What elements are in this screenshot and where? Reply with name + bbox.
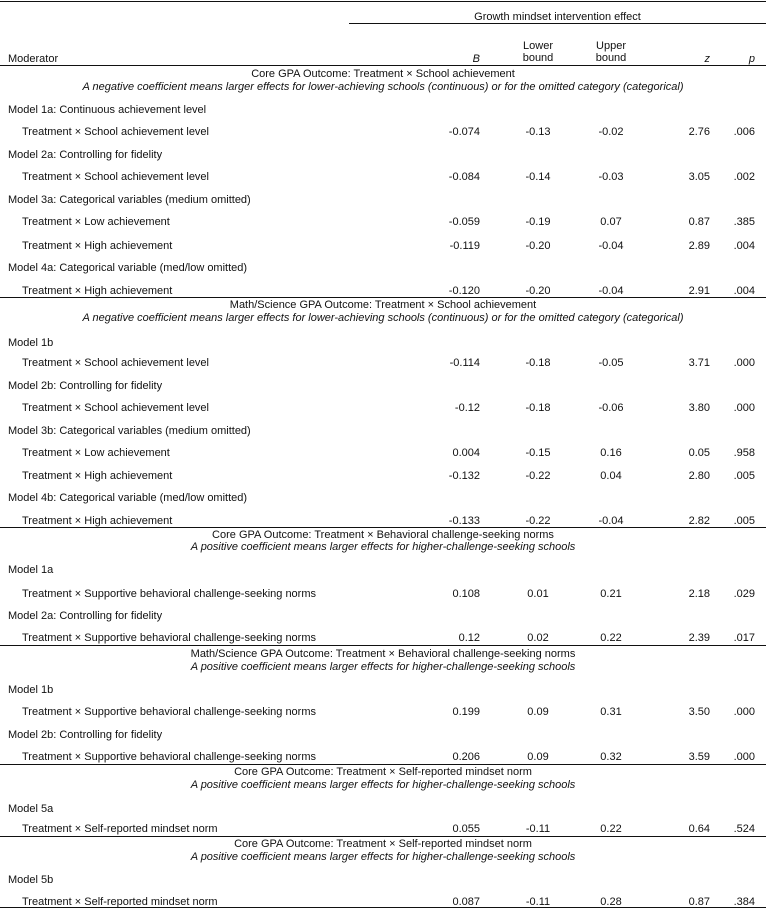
section-note: A negative coefficient means larger effects for lower-achieving schools (continuous) or for the omitted category (categorical)	[82, 81, 684, 93]
cell-b: -0.133	[448, 515, 480, 527]
section-note: A positive coefficient means larger effects for higher-challenge-seeking schools	[190, 541, 576, 553]
model-label: Model 5a	[8, 803, 54, 815]
cell-lower: -0.22	[525, 470, 551, 482]
cell-z: 2.76	[688, 126, 710, 138]
cell-b: -0.119	[449, 240, 480, 252]
column-header-z: z	[704, 53, 710, 65]
cell-p: .385	[733, 216, 755, 228]
moderator-term: Treatment × High achievement	[22, 240, 173, 252]
moderator-term: Treatment × High achievement	[22, 285, 173, 297]
cell-lower: -0.18	[525, 357, 551, 369]
model-label: Model 1a	[8, 564, 54, 576]
cell-p: .005	[733, 515, 755, 527]
cell-p: .000	[733, 402, 755, 414]
cell-z: 2.18	[688, 588, 710, 600]
model-label: Model 2b: Controlling for fidelity	[8, 380, 163, 392]
cell-z: 3.71	[688, 357, 710, 369]
cell-lower: -0.18	[525, 402, 551, 414]
section-note: A negative coefficient means larger effects for lower-achieving schools (continuous) or for the omitted category (categorical)	[82, 312, 684, 324]
moderator-term: Treatment × Supportive behavioral challenge-seeking norms	[22, 588, 317, 600]
model-label: Model 2a: Controlling for fidelity	[8, 610, 163, 622]
cell-p: .029	[733, 588, 755, 600]
moderator-term: Treatment × School achievement level	[22, 126, 209, 138]
cell-upper: 0.28	[600, 896, 622, 908]
section-title: Math/Science GPA Outcome: Treatment × School achievement	[229, 299, 537, 311]
cell-z: 3.05	[688, 171, 710, 183]
cell-z: 2.91	[688, 285, 710, 297]
cell-lower: 0.09	[527, 706, 549, 718]
cell-p: .005	[733, 470, 755, 482]
cell-b: 0.108	[452, 588, 480, 600]
section-note: A positive coefficient means larger effects for higher-challenge-seeking schools	[190, 851, 576, 863]
cell-upper: -0.02	[598, 126, 624, 138]
section-title: Core GPA Outcome: Treatment × School achievement	[251, 68, 515, 80]
cell-lower: 0.02	[527, 632, 549, 644]
cell-lower: -0.22	[525, 515, 551, 527]
section-title: Core GPA Outcome: Treatment × Self-reported mindset norm	[234, 766, 532, 778]
cell-z: 3.80	[688, 402, 710, 414]
cell-b: -0.074	[448, 126, 480, 138]
moderator-term: Treatment × High achievement	[22, 515, 173, 527]
model-label: Model 3a: Categorical variables (medium omitted)	[8, 194, 251, 206]
cell-upper: 0.16	[600, 447, 622, 459]
moderator-term: Treatment × Self-reported mindset norm	[22, 823, 218, 835]
cell-z: 2.89	[688, 240, 710, 252]
section-rule	[0, 65, 766, 66]
cell-p: .384	[733, 896, 755, 908]
model-label: Model 1b	[8, 684, 54, 696]
cell-upper: 0.07	[600, 216, 622, 228]
cell-lower: -0.20	[525, 285, 551, 297]
cell-upper: 0.32	[600, 751, 622, 763]
cell-upper: 0.21	[600, 588, 622, 600]
cell-p: .000	[733, 706, 755, 718]
cell-z: 3.59	[688, 751, 710, 763]
model-label: Model 3b: Categorical variables (medium omitted)	[8, 425, 251, 437]
table-bottom-rule	[0, 907, 766, 908]
cell-z: 0.64	[688, 823, 710, 835]
model-label: Model 4b: Categorical variable (med/low omitted)	[8, 492, 248, 504]
model-label: Model 2a: Controlling for fidelity	[8, 149, 163, 161]
column-header-upper-1: Upper	[596, 40, 626, 52]
cell-b: 0.004	[452, 447, 480, 459]
section-rule	[0, 297, 766, 298]
model-label: Model 4a: Categorical variable (med/low omitted)	[8, 262, 248, 274]
moderator-term: Treatment × High achievement	[22, 470, 173, 482]
cell-upper: 0.22	[600, 632, 622, 644]
cell-upper: -0.06	[598, 402, 624, 414]
moderator-term: Treatment × Supportive behavioral challenge-seeking norms	[22, 706, 317, 718]
cell-upper: -0.04	[598, 285, 624, 297]
moderator-term: Treatment × School achievement level	[22, 357, 209, 369]
cell-upper: 0.04	[600, 470, 622, 482]
cell-z: 2.80	[688, 470, 710, 482]
cell-z: 3.50	[688, 706, 710, 718]
column-header-p: p	[748, 53, 755, 65]
cell-lower: -0.15	[525, 447, 551, 459]
moderator-term: Treatment × Self-reported mindset norm	[22, 896, 218, 908]
section-rule	[0, 836, 766, 837]
moderator-term: Treatment × Supportive behavioral challenge-seeking norms	[22, 751, 317, 763]
cell-lower: -0.19	[525, 216, 551, 228]
cell-upper: -0.05	[598, 357, 624, 369]
cell-lower: 0.09	[527, 751, 549, 763]
group-header-title: Growth mindset intervention effect	[474, 11, 641, 23]
cell-z: 2.82	[688, 515, 710, 527]
cell-upper: 0.31	[600, 706, 622, 718]
cell-p: .000	[733, 357, 755, 369]
cell-b: -0.114	[449, 357, 480, 369]
column-header-upper-2: bound	[595, 52, 627, 64]
cell-z: 0.05	[688, 447, 710, 459]
section-note: A positive coefficient means larger effects for higher-challenge-seeking schools	[190, 661, 576, 673]
cell-b: -0.059	[448, 216, 480, 228]
section-rule	[0, 645, 766, 646]
section-title: Math/Science GPA Outcome: Treatment × Behavioral challenge-seeking norms	[190, 648, 576, 660]
moderator-term: Treatment × Low achievement	[22, 216, 170, 228]
cell-p: .524	[733, 823, 755, 835]
cell-lower: 0.01	[527, 588, 549, 600]
cell-lower: -0.20	[525, 240, 551, 252]
cell-b: 0.199	[452, 706, 480, 718]
moderator-term: Treatment × Supportive behavioral challenge-seeking norms	[22, 632, 317, 644]
cell-upper: -0.04	[598, 240, 624, 252]
model-label: Model 1a: Continuous achievement level	[8, 104, 207, 116]
section-note: A positive coefficient means larger effects for higher-challenge-seeking schools	[190, 779, 576, 791]
cell-p: .958	[733, 447, 755, 459]
moderator-term: Treatment × School achievement level	[22, 171, 209, 183]
cell-lower: -0.11	[525, 896, 551, 908]
table-top-rule	[0, 1, 766, 2]
model-label: Model 5b	[8, 874, 54, 886]
cell-z: 2.39	[688, 632, 710, 644]
cell-upper: -0.04	[598, 515, 624, 527]
cell-b: 0.12	[458, 632, 480, 644]
cell-z: 0.87	[688, 216, 710, 228]
cell-upper: 0.22	[600, 823, 622, 835]
moderator-term: Treatment × Low achievement	[22, 447, 170, 459]
cell-p: .004	[733, 285, 755, 297]
moderator-term: Treatment × School achievement level	[22, 402, 209, 414]
cell-b: -0.120	[448, 285, 480, 297]
cell-b: 0.087	[452, 896, 480, 908]
section-title: Core GPA Outcome: Treatment × Behavioral challenge-seeking norms	[212, 529, 554, 541]
cell-p: .000	[733, 751, 755, 763]
cell-p: .017	[733, 632, 755, 644]
column-header-lower-2: bound	[522, 52, 554, 64]
section-rule	[0, 764, 766, 765]
model-label: Model 2b: Controlling for fidelity	[8, 729, 163, 741]
cell-b: 0.206	[452, 751, 480, 763]
cell-b: 0.055	[452, 823, 480, 835]
column-header-lower-1: Lower	[523, 40, 553, 52]
cell-upper: -0.03	[598, 171, 624, 183]
section-title: Core GPA Outcome: Treatment × Self-reported mindset norm	[234, 838, 532, 850]
cell-p: .002	[733, 171, 755, 183]
cell-b: -0.084	[448, 171, 480, 183]
model-label: Model 1b	[8, 337, 54, 349]
cell-lower: -0.11	[525, 823, 551, 835]
cell-b: -0.132	[448, 470, 480, 482]
column-header-b: B	[472, 53, 480, 65]
cell-p: .006	[733, 126, 755, 138]
cell-z: 0.87	[688, 896, 710, 908]
cell-lower: -0.14	[525, 171, 551, 183]
cell-p: .004	[733, 240, 755, 252]
section-rule	[0, 527, 766, 528]
column-header-moderator: Moderator	[8, 53, 59, 65]
cell-b: -0.12	[454, 402, 480, 414]
cell-lower: -0.13	[525, 126, 551, 138]
